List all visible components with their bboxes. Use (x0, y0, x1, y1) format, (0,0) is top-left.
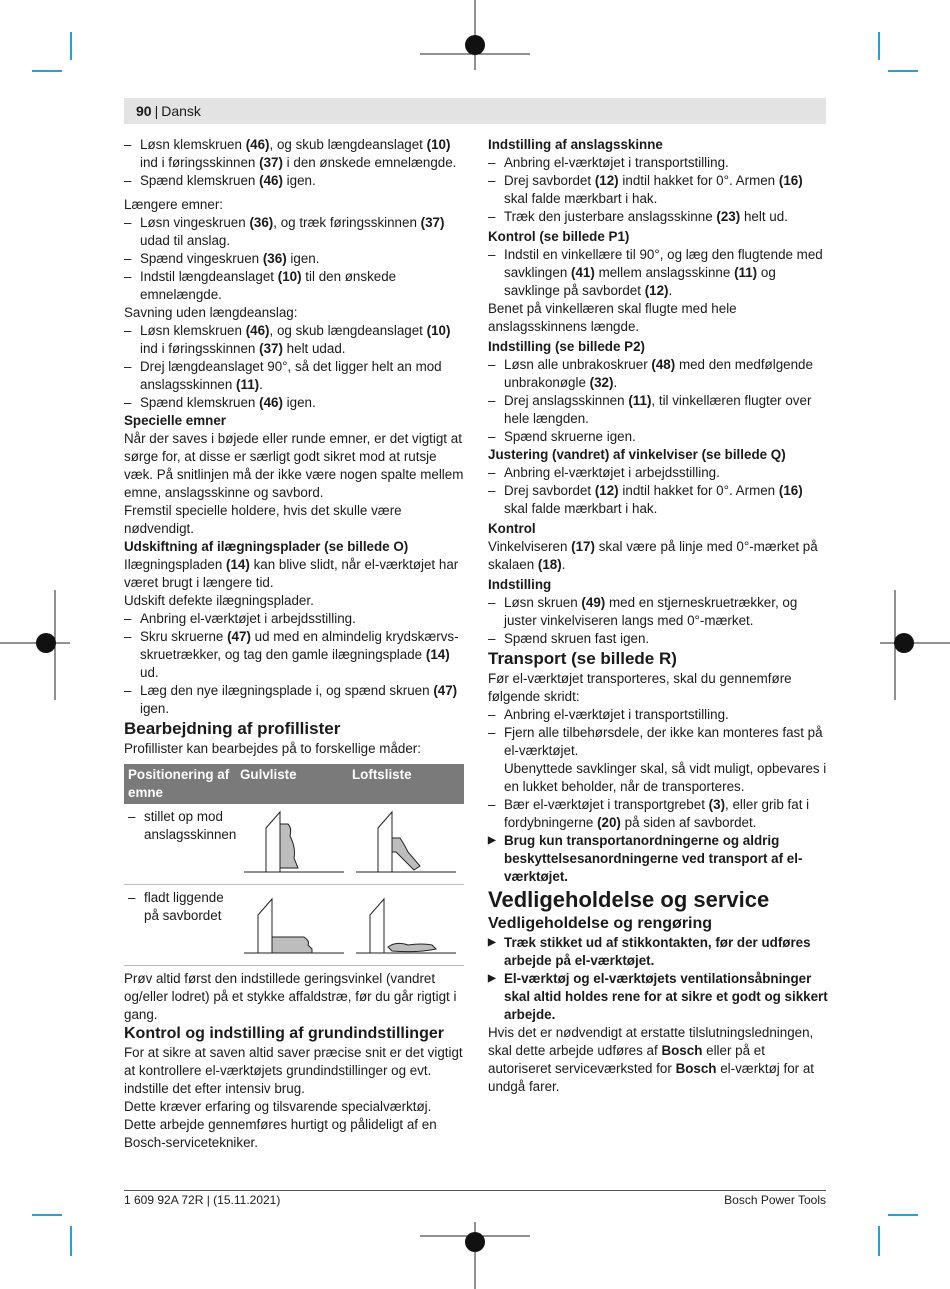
paragraph: Hvis det er nødvendigt at erstatte tilslutningsledningen, skal dette arbejde udføres af Bosch eller på et autoriseret serviceværksted for Bosch el-værktøj for at undgå farer. (488, 1025, 814, 1094)
section-heading: Indstilling (488, 577, 552, 592)
table-header (124, 764, 464, 804)
list-item: – Træk den justerbare anslagsskinne (23) helt ud. (488, 208, 828, 226)
paragraph: Fremstil specielle holdere, hvis det skulle være nødvendigt. (124, 503, 402, 536)
list-item: – Spænd skruen fast igen. (488, 630, 828, 648)
list-item: – Anbring el-værktøjet i arbejdsstilling. (488, 464, 828, 482)
list-item: – Løsn alle unbrakoskruer (48) med den medfølgende unbrakonøgle (32). (488, 356, 828, 392)
paragraph: Når der saves i bøjede eller runde emner, er det vigtigt at sørge for, at disse er særligt godt sikret mod at rutsje væk. På snitlinjen må der ikke være nogen spalte mellem emne, anslagsskinne og savbord. (124, 431, 464, 500)
section-heading: Indstilling (se billede P2) (488, 339, 645, 354)
language-label: Dansk (161, 103, 201, 119)
crop-mark (888, 1214, 918, 1216)
crop-mark (888, 70, 918, 72)
section-heading: Udskiftning af ilægningsplader (se billede O) (124, 539, 409, 554)
chapter-title: Vedligeholdelse og service (488, 887, 770, 912)
section-title: Transport (se billede R) (488, 649, 677, 668)
list-item: – Løsn klemskruen (46), og skub længdeanslaget (10) ind i føringsskinnen (37) helt udad. (124, 322, 464, 358)
registration-mark-bottom (420, 1222, 530, 1289)
list-item: – Spænd vingeskruen (36) igen. (124, 250, 464, 268)
registration-mark-left (0, 590, 70, 700)
page-footer (124, 1190, 826, 1209)
paragraph: Dette arbejde gennemføres hurtigt og pålideligt af en Bosch-servicetekniker. (124, 1117, 437, 1150)
crop-mark (32, 70, 62, 72)
list-item: – Drej savbordet (12) indtil hakket for 0°. Armen (16) skal falde mærkbart i hak. (488, 482, 828, 518)
section-heading: Justering (vandret) af vinkelviser (se billede Q) (488, 447, 786, 462)
section-heading: Indstilling af anslagsskinne (488, 137, 663, 152)
list-item: – Løsn vingeskruen (36), og træk føringsskinnen (37) udad til anslag. (124, 214, 464, 250)
list-item: – Spænd skruerne igen. (488, 428, 828, 446)
paragraph: Profillister kan bearbejdes på to forskellige måder: (124, 741, 421, 756)
paragraph: Vinkelviseren (17) skal være på linje med 0°-mærket på skalaen (18). (488, 539, 818, 572)
list-item: – Indstil en vinkellære til 90°, og læg den flugtende med savklingen (41) mellem anslagsskinne (11) og savklinge på savbordet (12). (488, 246, 828, 300)
warning-item: ▶ El-værktøj og el-værktøjets ventilationsåbninger skal altid holdes rene for at sikre et godt og sikkert arbejde. (488, 970, 828, 1024)
section-heading: Specielle emner (124, 413, 226, 428)
crop-mark (32, 1214, 62, 1216)
list-item: – Læg den nye ilægningsplade i, og spænd skruen (47) igen. (124, 682, 464, 718)
table-header-cell: Positionering af emne (128, 767, 230, 800)
ceiling-molding-flat-illustration (348, 889, 460, 961)
floor-molding-upright-illustration (236, 808, 348, 880)
list-item: – Drej længdeanslaget 90°, så det ligger helt an mod anslagsskinnen (11). (124, 358, 464, 394)
table-cell: – fladt liggende på savbordet (124, 889, 236, 965)
paragraph: Udskift defekte ilægningsplader. (124, 593, 314, 608)
list-item: – Bær el-værktøjet i transportgrebet (3), eller grib fat i fordybningerne (20) på siden af savbordet. (488, 796, 828, 832)
list-item: – Skru skruerne (47) ud med en almindelig krydskærvs-skruetrækker, og tag den gamle ilægningsplade (14) ud. (124, 628, 464, 682)
list-item: – Anbring el-værktøjet i transportstilling. (488, 154, 828, 172)
profile-table (124, 764, 464, 966)
paragraph: For at sikre at saven altid saver præcise snit er det vigtigt at kontrollere el-værktøjets grundindstillinger og evt. indstille det efter intensiv brug. (124, 1045, 463, 1096)
list-item: – Løsn skruen (49) med en stjerneskruetrækker, og juster vinkelviseren langs med 0°-mærket. (488, 594, 828, 630)
table-row (124, 804, 464, 885)
warning-item: ▶ Brug kun transportanordningerne og aldrig beskyttelsesanordningerne ved transport af el-værktøjet. (488, 832, 828, 886)
section-title: Vedligeholdelse og rengøring (488, 915, 713, 932)
list-item: – Anbring el-værktøjet i arbejdsstilling. (124, 610, 464, 628)
ceiling-molding-upright-illustration (348, 808, 460, 880)
list-item: – Drej anslagsskinnen (11), til vinkellæren flugter over hele længden. (488, 392, 828, 428)
list-item: – Spænd klemskruen (46) igen. (124, 172, 464, 190)
page-number: 90 (136, 103, 152, 119)
warning-item: ▶ Træk stikket ud af stikkontakten, før der udføres arbejde på el-værktøjet. (488, 934, 828, 970)
document-id: 1 609 92A 72R | (15.11.2021) (124, 1193, 281, 1207)
section-heading: Kontrol (488, 521, 536, 536)
floor-molding-flat-illustration (236, 889, 348, 961)
paragraph: Længere emner: (124, 197, 223, 212)
list-item: – Spænd klemskruen (46) igen. (124, 394, 464, 412)
paragraph: Dette kræver erfaring og tilsvarende specialværktøj. (124, 1099, 432, 1114)
paragraph: Savning uden længdeanslag: (124, 305, 298, 320)
header-separator: | (154, 103, 159, 119)
list-item: – Anbring el-værktøjet i transportstilling. (488, 706, 828, 724)
left-column (124, 136, 464, 1152)
table-cell: – stillet op mod anslagsskinnen (124, 808, 236, 884)
table-row (124, 885, 464, 966)
table-header-cell: Loftsliste (352, 767, 412, 782)
crop-mark (70, 1226, 72, 1256)
page-header (124, 98, 826, 124)
crop-mark (878, 1226, 880, 1256)
brand-name: Bosch Power Tools (724, 1193, 826, 1207)
registration-mark-top (420, 0, 530, 70)
list-item: – Indstil længdeanslaget (10) til den ønskede emnelængde. (124, 268, 464, 304)
paragraph: Benet på vinkellæren skal flugte med hele anslagsskinnens længde. (488, 301, 737, 334)
section-heading: Kontrol (se billede P1) (488, 229, 630, 244)
section-title: Kontrol og indstilling af grundindstillinger (124, 1025, 444, 1042)
paragraph: Før el-værktøjet transporteres, skal du gennemføre følgende skridt: (488, 671, 792, 704)
table-header-cell: Gulvliste (240, 767, 297, 782)
paragraph: Prøv altid først den indstillede geringsvinkel (vandret og/eller lodret) på et stykke affaldstræ, før du går rigtigt i gang. (124, 971, 457, 1022)
crop-mark (70, 32, 72, 60)
registration-mark-right (880, 590, 950, 700)
list-item: – Drej savbordet (12) indtil hakket for 0°. Armen (16) skal falde mærkbart i hak. (488, 172, 828, 208)
list-item: – Fjern alle tilbehørsdele, der ikke kan monteres fast på el-værktøjet. Ubenyttede savklinger skal, så vidt muligt, opbevares i en lukket beholder, når de transporteres. (488, 724, 828, 796)
section-title: Bearbejdning af profillister (124, 719, 341, 738)
crop-mark (878, 32, 880, 60)
right-column (488, 136, 828, 1096)
list-item: – Løsn klemskruen (46), og skub længdeanslaget (10) ind i føringsskinnen (37) i den ønskede emnelængde. (124, 136, 464, 172)
paragraph: Ilægningspladen (14) kan blive slidt, når el-værktøjet har været brugt i længere tid. (124, 557, 459, 590)
